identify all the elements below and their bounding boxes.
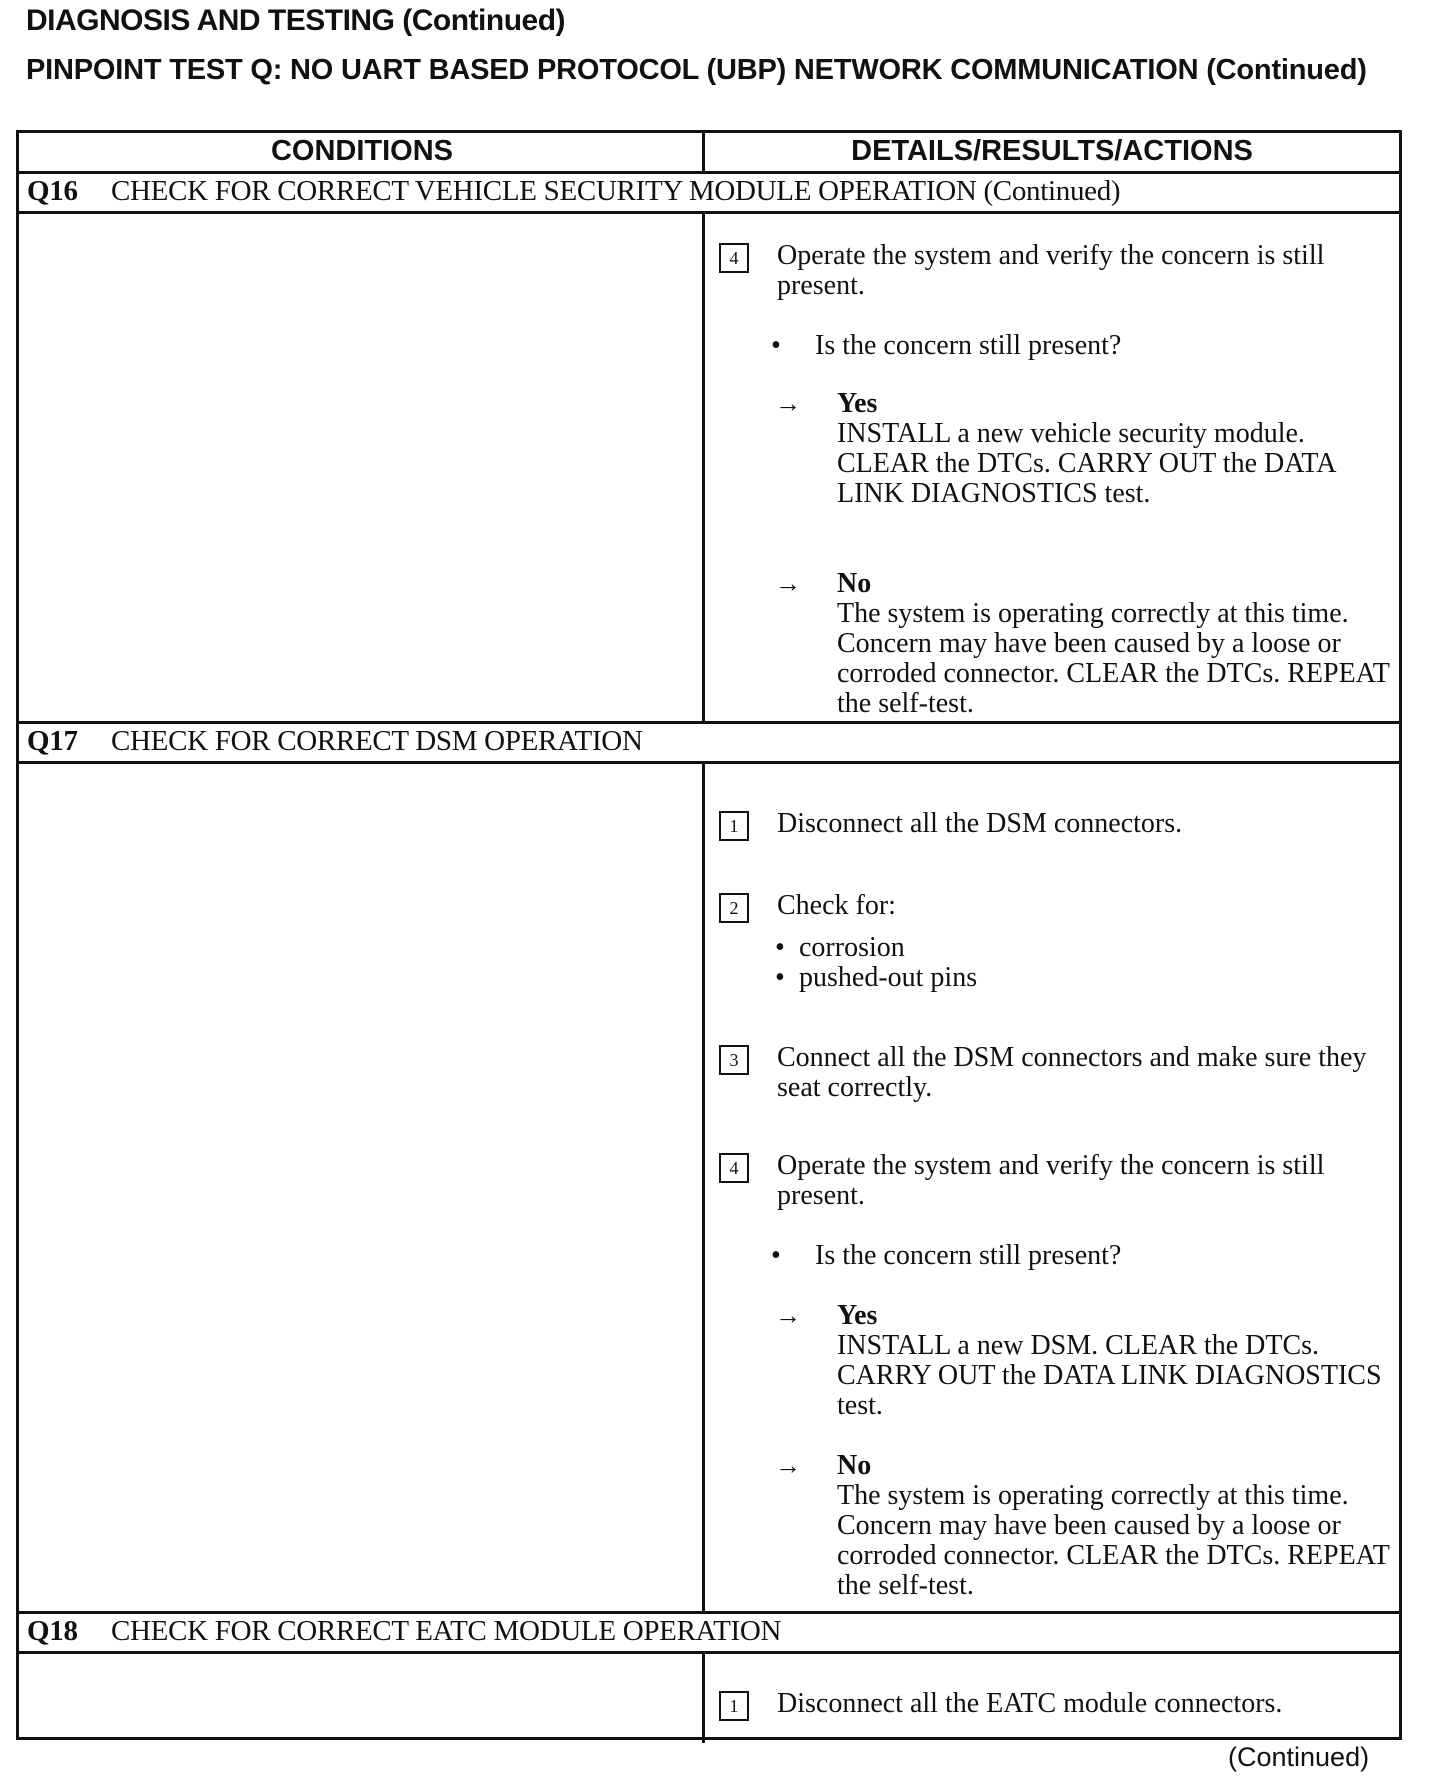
list-item xyxy=(775,933,905,963)
result-action: The system is operating correctly at this time. Concern may have been caused by a loose or corroded connector. CLEAR the DTCs. REPEAT the self-test. xyxy=(837,598,1390,719)
arrow-right-icon: → xyxy=(775,1451,801,1480)
section-id: Q17 xyxy=(27,725,78,757)
pinpoint-test-table xyxy=(16,130,1402,1740)
result-label: Yes xyxy=(837,388,878,419)
result-yes xyxy=(775,389,1397,509)
question-text: Is the concern still present? xyxy=(815,330,1122,361)
table-divider xyxy=(19,211,1399,214)
section-header-q18 xyxy=(27,1615,781,1648)
step-number-box: 1 xyxy=(719,811,749,841)
continued-footer: (Continued) xyxy=(1228,1742,1370,1772)
bullet-icon: • xyxy=(771,1240,781,1271)
arrow-right-icon: → xyxy=(775,569,801,598)
step-4 xyxy=(719,1151,1397,1211)
column-header-conditions: CONDITIONS xyxy=(270,135,454,167)
section-title: CHECK FOR CORRECT EATC MODULE OPERATION xyxy=(111,1615,782,1647)
table-divider xyxy=(19,171,1399,174)
section-header-q17 xyxy=(27,725,643,758)
step-text: Operate the system and verify the concern is still present. xyxy=(777,240,1325,301)
list-item-text: pushed-out pins xyxy=(799,962,978,993)
question-text: Is the concern still present? xyxy=(815,1240,1122,1271)
result-action: INSTALL a new vehicle security module. CLEAR the DTCs. CARRY OUT the DATA LINK DIAGNOSTICS test. xyxy=(837,418,1335,509)
step-1 xyxy=(719,1689,1397,1719)
step-number-box: 1 xyxy=(719,1691,749,1721)
result-action: INSTALL a new DSM. CLEAR the DTCs. CARRY OUT the DATA LINK DIAGNOSTICS test. xyxy=(837,1330,1382,1421)
table-divider xyxy=(19,1651,1399,1654)
arrow-right-icon: → xyxy=(775,1301,801,1330)
table-divider xyxy=(19,721,1399,724)
page-title: DIAGNOSIS AND TESTING (Continued) xyxy=(26,4,566,37)
result-no xyxy=(775,1451,1397,1601)
step-text: Disconnect all the DSM connectors. xyxy=(777,808,1183,839)
step-text: Disconnect all the EATC module connectors. xyxy=(777,1688,1283,1719)
step-number-box: 4 xyxy=(719,1153,749,1183)
step-text: Connect all the DSM connectors and make sure they seat correctly. xyxy=(777,1042,1367,1103)
column-divider xyxy=(702,133,705,171)
list-item xyxy=(775,963,977,993)
table-divider xyxy=(19,1611,1399,1614)
section-header-q16 xyxy=(27,175,1120,208)
column-header-details: DETAILS/RESULTS/ACTIONS xyxy=(851,135,1253,167)
step-number-box: 3 xyxy=(719,1045,749,1075)
column-divider xyxy=(702,1651,705,1743)
pinpoint-test-title: PINPOINT TEST Q: NO UART BASED PROTOCOL (UBP) NETWORK COMMUNICATION (Continued) xyxy=(26,54,1367,86)
result-label: No xyxy=(837,1450,872,1481)
step-text: Check for: xyxy=(777,890,896,921)
section-title: CHECK FOR CORRECT VEHICLE SECURITY MODULE OPERATION (Continued) xyxy=(111,175,1121,207)
step-3 xyxy=(719,1043,1397,1103)
section-title: CHECK FOR CORRECT DSM OPERATION xyxy=(111,725,643,757)
result-action: The system is operating correctly at this time. Concern may have been caused by a loose or corroded connector. CLEAR the DTCs. REPEAT the self-test. xyxy=(837,1480,1390,1601)
step-1 xyxy=(719,809,1397,839)
step-4 xyxy=(719,241,1397,301)
bullet-icon: • xyxy=(775,932,785,963)
column-divider xyxy=(702,211,705,721)
step-text: Operate the system and verify the concern is still present. xyxy=(777,1150,1325,1211)
step-number-box: 4 xyxy=(719,243,749,273)
question-bullet xyxy=(771,331,1121,361)
result-label: Yes xyxy=(837,1300,878,1331)
arrow-right-icon: → xyxy=(775,389,801,418)
table-divider xyxy=(19,761,1399,764)
section-id: Q16 xyxy=(27,175,78,207)
result-yes xyxy=(775,1301,1397,1421)
question-bullet xyxy=(771,1241,1121,1271)
column-divider xyxy=(702,761,705,1611)
result-no xyxy=(775,569,1397,719)
step-number-box: 2 xyxy=(719,893,749,923)
bullet-icon: • xyxy=(775,962,785,993)
result-label: No xyxy=(837,568,872,599)
step-2 xyxy=(719,891,1397,921)
list-item-text: corrosion xyxy=(799,932,905,963)
bullet-icon: • xyxy=(771,330,781,361)
section-id: Q18 xyxy=(27,1615,78,1647)
